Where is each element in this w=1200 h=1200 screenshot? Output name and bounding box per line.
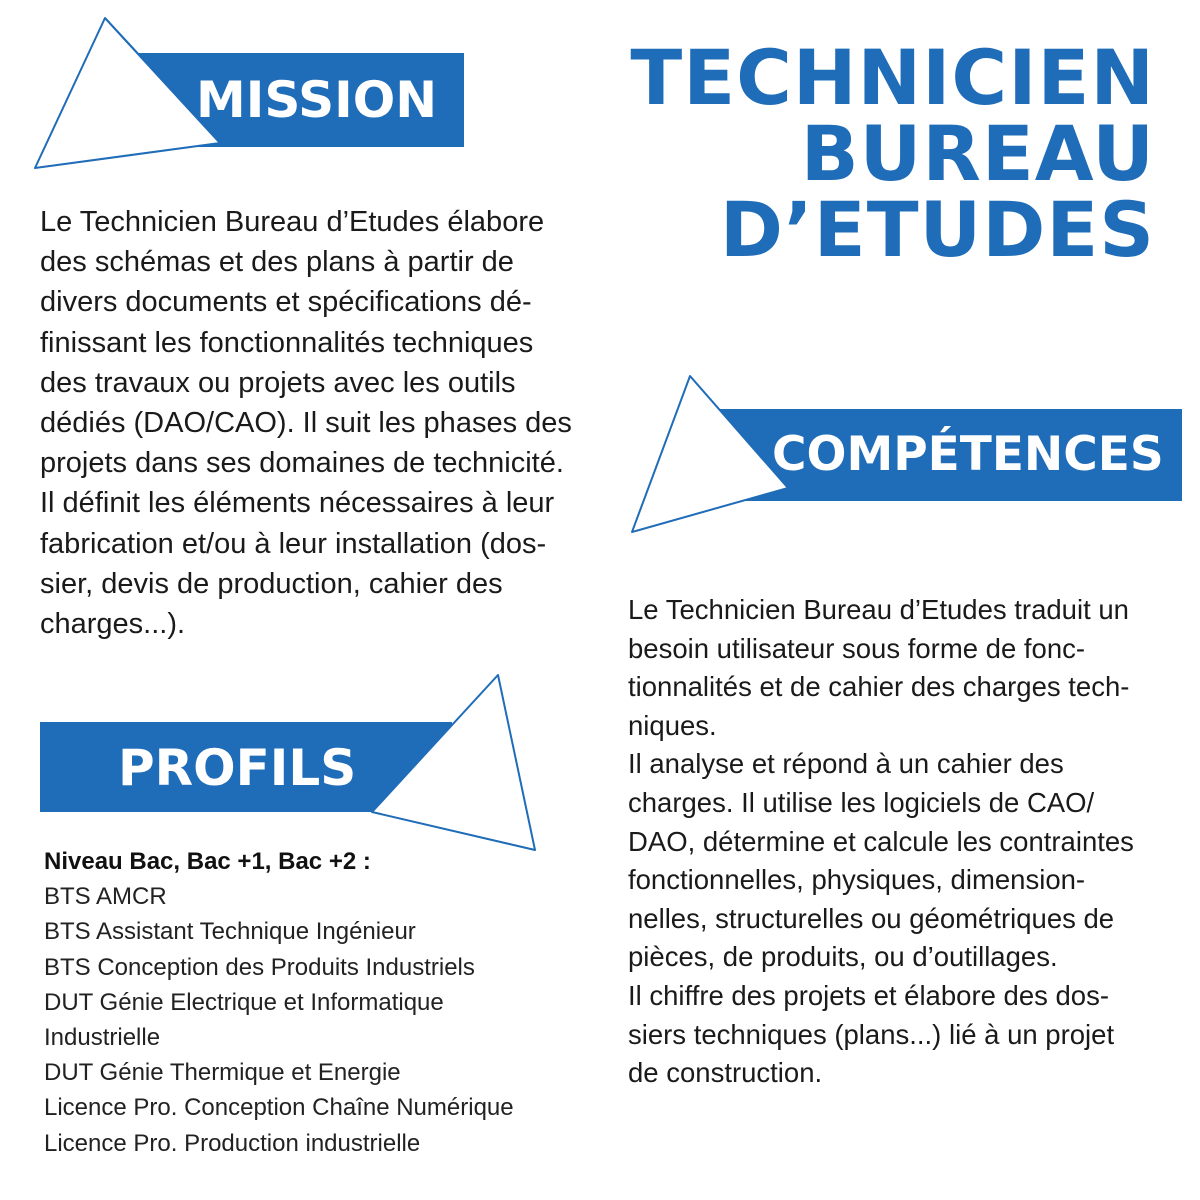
profils-item: Industrielle [44, 1024, 161, 1052]
mission-heading: MISSION [196, 71, 438, 129]
competences-line: siers techniques (plans...) lié à un projet [628, 1018, 1115, 1050]
profils-item: DUT Génie Thermique et Energie [44, 1059, 401, 1087]
profils-item: BTS AMCR [44, 883, 167, 911]
mission-line: Le Technicien Bureau d’Etudes élabore [40, 206, 545, 238]
competences-line: pièces, de produits, ou d’outillages. [628, 941, 1058, 973]
title-line: BUREAU [800, 109, 1155, 198]
competences-line: Il analyse et répond à un cahier des [628, 748, 1064, 780]
competences-text [628, 591, 1188, 1093]
competences-line: tionnalités et de cahier des charges tech- [628, 671, 1130, 703]
competences-line: fonctionnelles, physiques, dimension- [628, 864, 1086, 896]
mission-line: des travaux ou projets avec les outils [40, 366, 516, 399]
profils-item: BTS Conception des Produits Industriels [44, 953, 475, 981]
mission-line: dédiés (DAO/CAO). Il suit les phases des [40, 407, 572, 440]
mission-line: fabrication et/ou à leur installation (dos- [40, 527, 547, 560]
competences-line: niques. [628, 709, 717, 741]
competences-line: Le Technicien Bureau d’Etudes traduit un [628, 594, 1129, 625]
mission-line: finissant les fonctionnalités techniques [40, 326, 534, 359]
title-line: TECHNICIEN [630, 33, 1155, 122]
competences-line: de construction. [628, 1057, 823, 1089]
profils-item: DUT Génie Electrique et Informatique [44, 988, 444, 1016]
page-title [630, 33, 1155, 274]
profils-item: BTS Assistant Technique Ingénieur [44, 918, 416, 946]
mission-line: Il définit les éléments nécessaires à leur [40, 487, 555, 520]
competences-line: DAO, détermine et calcule les contraintes [628, 825, 1134, 857]
competences-line: charges. Il utilise les logiciels de CAO/ [628, 786, 1095, 818]
profils-level: Niveau Bac, Bac +1, Bac +2 : [44, 848, 371, 875]
profils-heading: PROFILS [118, 739, 357, 797]
profils-item: Licence Pro. Production industrielle [44, 1129, 421, 1157]
profils-list [44, 844, 604, 1161]
competences-line: nelles, structurelles ou géométriques de [628, 902, 1115, 934]
mission-line: projets dans ses domaines de technicité. [40, 447, 564, 480]
mission-text [40, 202, 620, 644]
mission-line: charges...). [40, 608, 186, 641]
competences-line: Il chiffre des projets et élabore des dos- [628, 979, 1110, 1011]
title-line: D’ETUDES [719, 185, 1155, 274]
profils-item: Licence Pro. Conception Chaîne Numérique [44, 1094, 514, 1122]
mission-line: divers documents et spécifications dé- [40, 286, 532, 319]
mission-line: sier, devis de production, cahier des [40, 567, 503, 600]
mission-line: des schémas et des plans à partir de [40, 246, 514, 279]
competences-heading: COMPÉTENCES [772, 427, 1164, 482]
competences-line: besoin utilisateur sous forme de fonc- [628, 632, 1086, 664]
